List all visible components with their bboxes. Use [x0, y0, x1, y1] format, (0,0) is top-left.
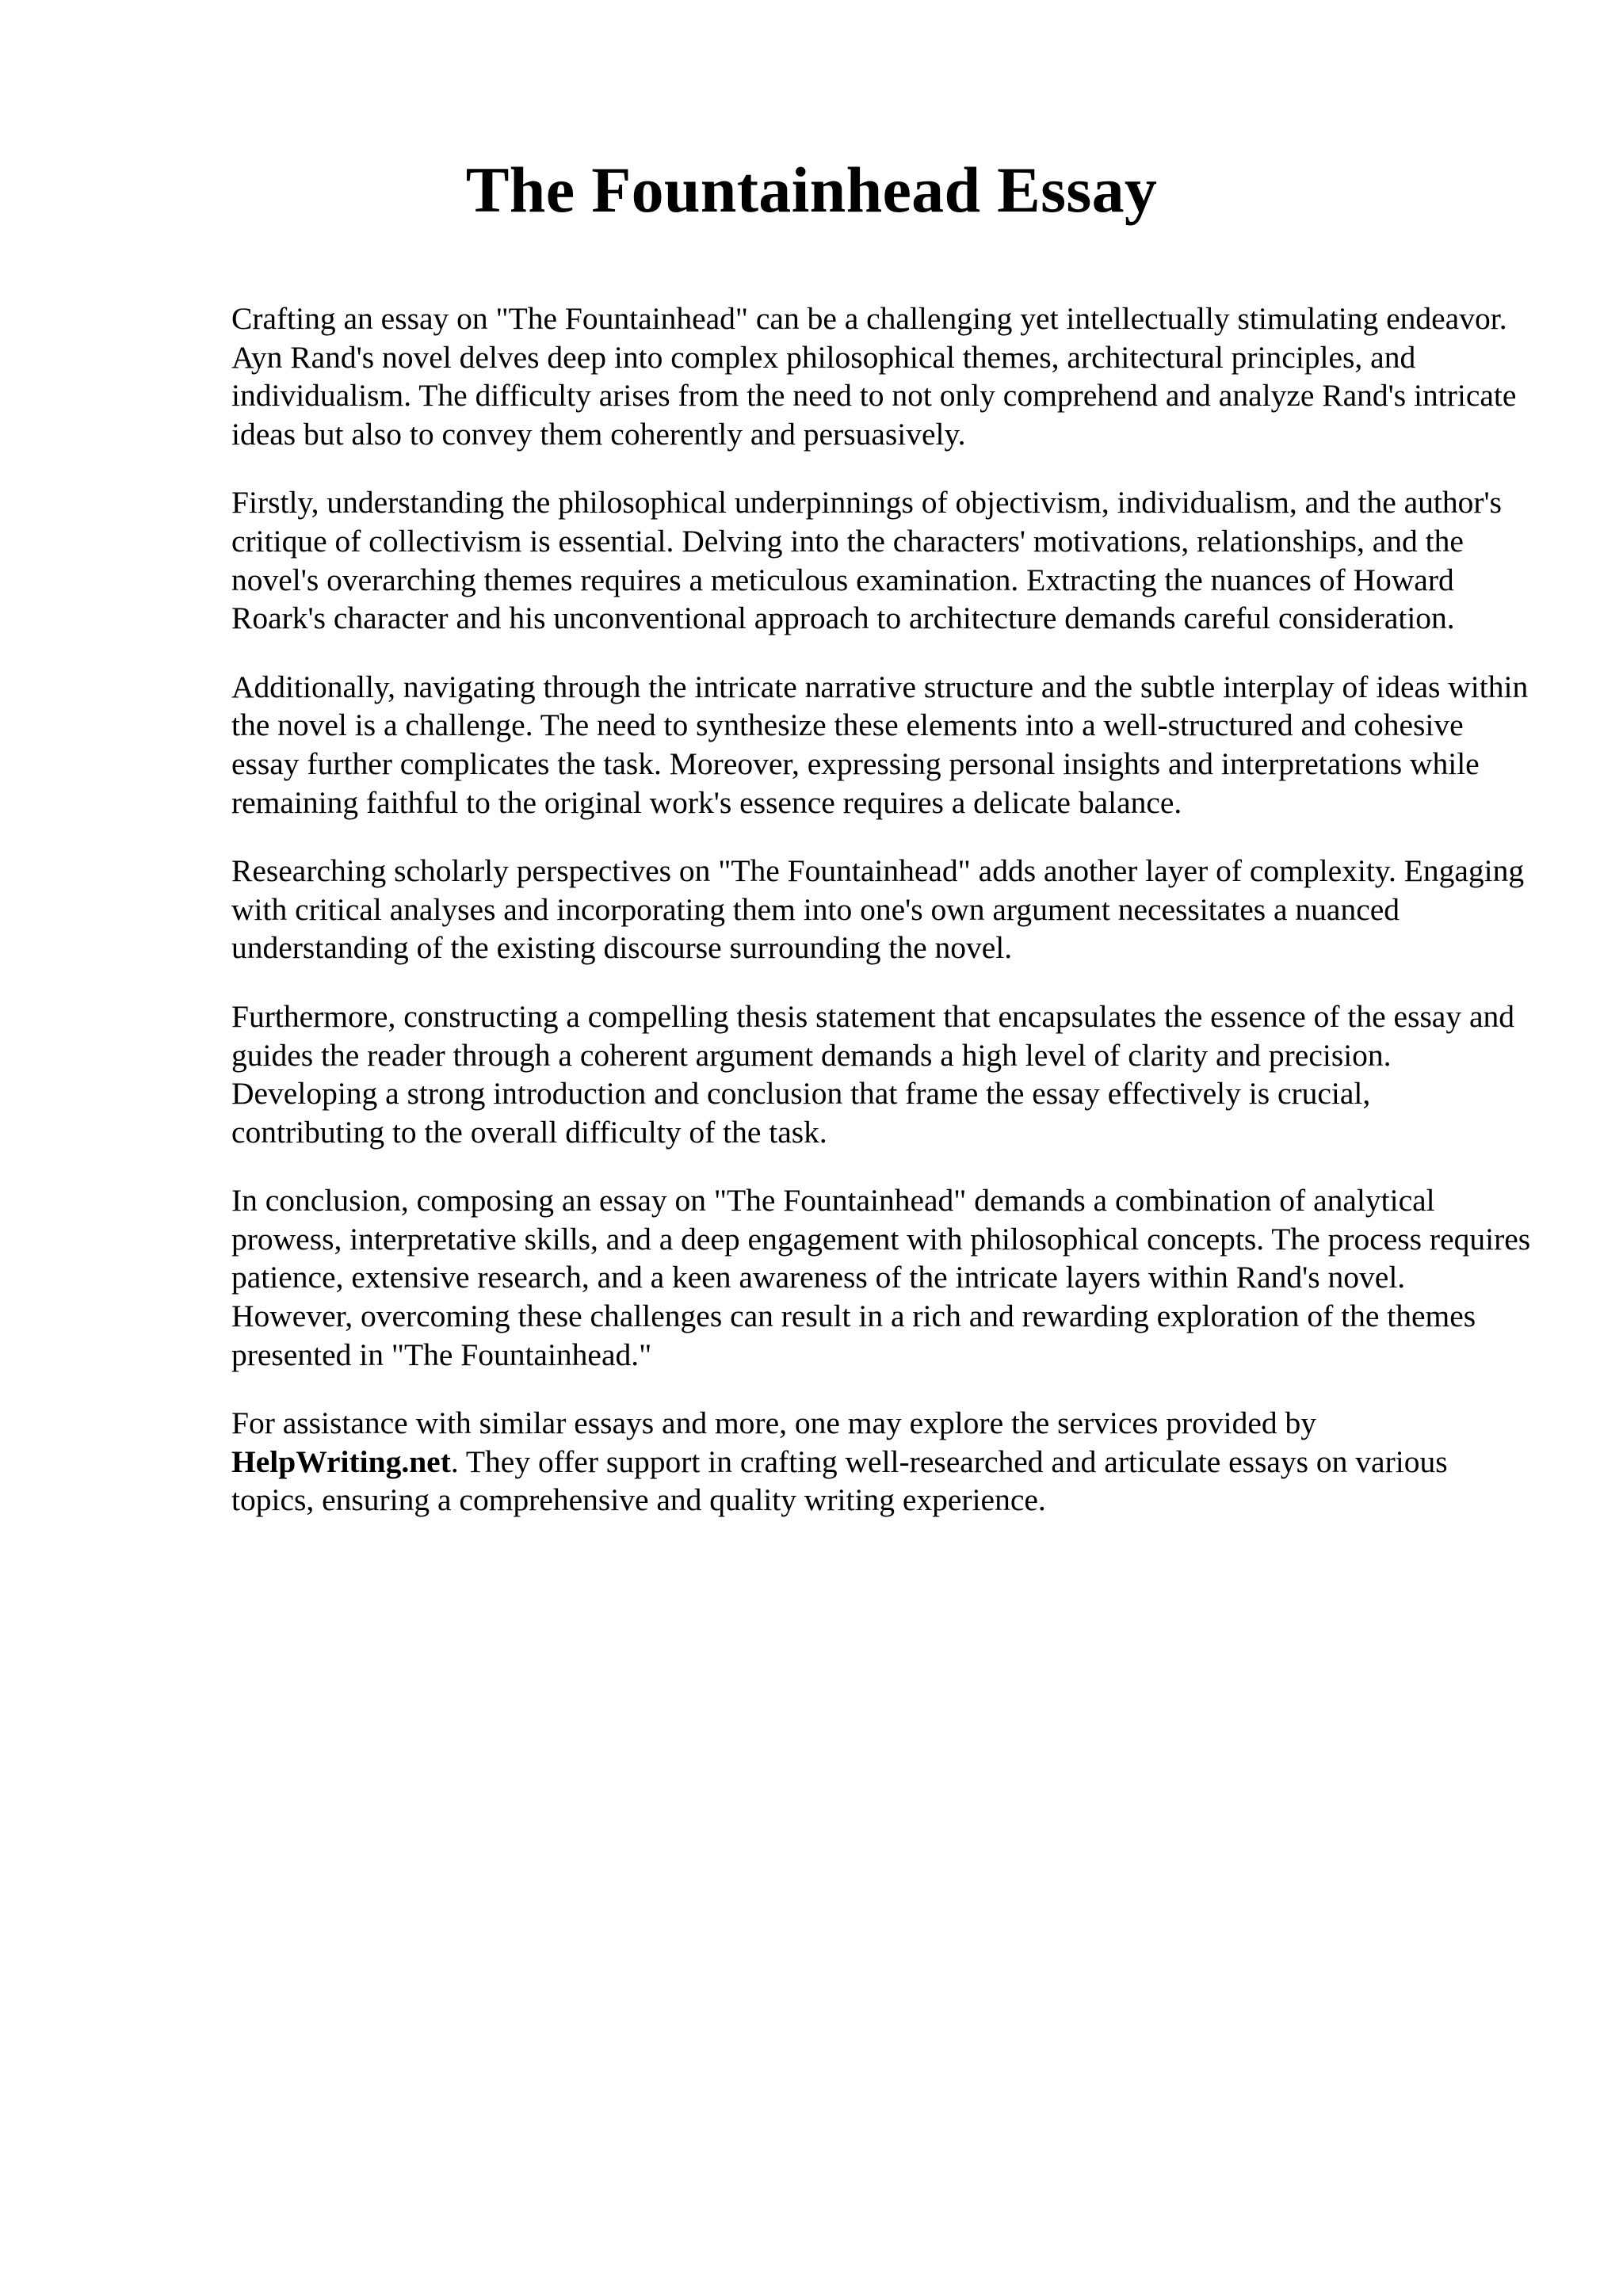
closing-tail: . They offer support in crafting well-researched and articulate essays on various topics, ensuring a comprehensive and quality writing experience.	[231, 1444, 1448, 1518]
paragraph-closing	[231, 1404, 1531, 1520]
paragraph-thesis: Furthermore, constructing a compelling thesis statement that encapsulates the essence of the essay and guides the reader through a coherent argument demands a high level of clarity and precision. Developing a strong introduction and conclusion that frame the essay effectively is crucial, contributing to the overall difficulty of the task.	[231, 998, 1514, 1150]
brand-name: HelpWriting.net	[231, 1444, 451, 1479]
paragraph-intro: Crafting an essay on "The Fountainhead" can be a challenging yet intellectually stimulating endeavor. Ayn Rand's novel delves deep into complex philosophical themes, architectural principles, and individualism. The difficulty arises from the need to not only comprehend and analyze Rand's intricate ideas but also to convey them coherently and persuasively.	[231, 301, 1517, 452]
document-title: The Fountainhead Essay	[465, 154, 1158, 226]
paragraph-conclusion: In conclusion, composing an essay on "The Fountainhead" demands a combination of analytical prowess, interpretative skills, and a deep engagement with philosophical concepts. The process requires patience, extensive research, and a keen awareness of the intricate layers within Rand's novel. However, overcoming these challenges can result in a rich and rewarding exploration of the themes presented in "The Fountainhead."	[231, 1183, 1531, 1372]
paragraph-research: Researching scholarly perspectives on "The Fountainhead" adds another layer of complexity. Engaging with critical analyses and incorporating them into one's own argument necessitates a nuanced understanding of the existing discourse surrounding the novel.	[231, 853, 1525, 966]
paragraph-philosophy: Firstly, understanding the philosophical underpinnings of objectivism, individualism, and the author's critique of collectivism is essential. Delving into the characters' motivations, relationships, and the novel's overarching themes requires a meticulous examination. Extracting the nuances of Howard Roark's character and his unconventional approach to architecture demands careful consideration.	[231, 485, 1503, 636]
essay-body	[231, 299, 1531, 1550]
closing-lead: For assistance with similar essays and more, one may explore the services provided by	[231, 1405, 1316, 1441]
paragraph-structure: Additionally, navigating through the intricate narrative structure and the subtle interplay of ideas within the novel is a challenge. The need to synthesize these elements into a well-structured and cohesive essay further complicates the task. Moreover, expressing personal insights and interpretations while remaining faithful to the original work's essence requires a delicate balance.	[231, 669, 1529, 820]
